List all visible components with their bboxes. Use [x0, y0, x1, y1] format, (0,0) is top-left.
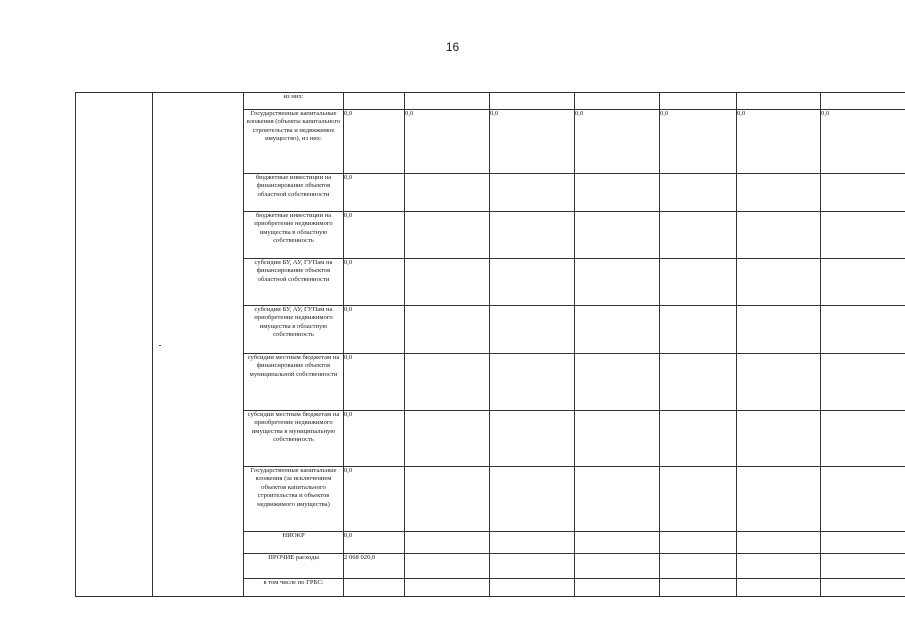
value-cell — [405, 532, 490, 554]
value-cell — [821, 259, 905, 306]
value-cell — [660, 259, 737, 306]
value-cell — [405, 174, 490, 212]
table-row — [76, 93, 905, 110]
value-cell: 0,0 — [821, 110, 905, 174]
row-label: НИОКР — [244, 532, 344, 554]
value-cell: 0,0 — [344, 110, 405, 174]
value-cell — [821, 306, 905, 354]
value-cell — [490, 93, 575, 110]
value-cell — [660, 93, 737, 110]
value-cell — [490, 306, 575, 354]
value-cell — [575, 93, 660, 110]
value-cell — [490, 212, 575, 259]
row-label: Государственные капитальные вложения (за исключением объектов капитального строительства и объектов недвижимого имущества) — [244, 467, 344, 532]
value-cell — [821, 411, 905, 467]
value-cell — [490, 354, 575, 411]
value-cell: 0,0 — [344, 174, 405, 212]
value-cell: 0,0 — [575, 110, 660, 174]
value-cell — [821, 467, 905, 532]
value-cell — [660, 554, 737, 579]
value-cell — [490, 554, 575, 579]
value-cell — [575, 532, 660, 554]
value-cell — [490, 174, 575, 212]
value-cell — [821, 532, 905, 554]
value-cell — [490, 259, 575, 306]
value-cell: 0,0 — [490, 110, 575, 174]
value-cell — [660, 212, 737, 259]
value-cell — [575, 259, 660, 306]
value-cell — [821, 554, 905, 579]
value-cell — [405, 467, 490, 532]
empty-column-2 — [153, 93, 244, 597]
value-cell — [821, 174, 905, 212]
value-cell — [737, 532, 821, 554]
page-number: 16 — [445, 40, 460, 54]
row-label: в том числе по ГРБС: — [244, 579, 344, 597]
scan-speck — [159, 345, 161, 346]
row-label: субсидии БУ, АУ, ГУПам на приобретение недвижимого имущества в областную собственность — [244, 306, 344, 354]
value-cell — [737, 93, 821, 110]
row-label: субсидии БУ, АУ, ГУПам на финансирование объектов областной собственности — [244, 259, 344, 306]
value-cell: 0,0 — [344, 532, 405, 554]
value-cell — [737, 354, 821, 411]
value-cell — [821, 579, 905, 597]
row-label: Государственные капитальные вложения (объекты капитального строительства и недвижимое имущество), из них: — [244, 110, 344, 174]
value-cell — [821, 93, 905, 110]
value-cell — [575, 579, 660, 597]
value-cell: 0,0 — [344, 467, 405, 532]
value-cell — [821, 354, 905, 411]
value-cell — [660, 467, 737, 532]
value-cell: 0,0 — [737, 110, 821, 174]
value-cell — [405, 554, 490, 579]
value-cell — [490, 579, 575, 597]
value-cell — [575, 174, 660, 212]
value-cell — [405, 354, 490, 411]
row-label: субсидии местным бюджетам на приобретение недвижимого имущества в муниципальную собственность — [244, 411, 344, 467]
value-cell — [490, 411, 575, 467]
value-cell: 0,0 — [344, 212, 405, 259]
value-cell — [660, 174, 737, 212]
value-cell — [405, 306, 490, 354]
value-cell: 0,0 — [660, 110, 737, 174]
value-cell — [575, 354, 660, 411]
value-cell — [737, 212, 821, 259]
value-cell — [575, 467, 660, 532]
value-cell: 0,0 — [344, 259, 405, 306]
row-label: ПРОЧИЕ расходы — [244, 554, 344, 579]
value-cell: 2 068 020,0 — [344, 554, 405, 579]
empty-column-1 — [76, 93, 153, 597]
row-label: бюджетные инвестиции на финансирование объектов областной собственности — [244, 174, 344, 212]
value-cell — [660, 354, 737, 411]
value-cell — [737, 411, 821, 467]
value-cell: 0,0 — [344, 354, 405, 411]
value-cell — [575, 554, 660, 579]
value-cell — [660, 532, 737, 554]
value-cell — [575, 411, 660, 467]
value-cell — [737, 467, 821, 532]
row-label: из них: — [244, 93, 344, 110]
value-cell — [737, 579, 821, 597]
row-label: бюджетные инвестиции на приобретение недвижимого имущества в областную собственность — [244, 212, 344, 259]
budget-table — [75, 92, 905, 597]
value-cell — [737, 259, 821, 306]
value-cell — [737, 174, 821, 212]
value-cell — [821, 212, 905, 259]
value-cell — [405, 411, 490, 467]
value-cell — [344, 93, 405, 110]
value-cell — [405, 579, 490, 597]
value-cell — [660, 579, 737, 597]
value-cell — [737, 306, 821, 354]
value-cell — [660, 411, 737, 467]
value-cell: 0,0 — [344, 411, 405, 467]
value-cell — [575, 212, 660, 259]
row-label: субсидии местным бюджетам на финансирование объектов муниципальной собственности — [244, 354, 344, 411]
value-cell — [405, 259, 490, 306]
value-cell — [405, 212, 490, 259]
value-cell — [490, 467, 575, 532]
value-cell — [737, 554, 821, 579]
value-cell — [575, 306, 660, 354]
value-cell: 0,0 — [405, 110, 490, 174]
value-cell — [660, 306, 737, 354]
value-cell: 0,0 — [344, 306, 405, 354]
value-cell — [490, 532, 575, 554]
value-cell — [344, 579, 405, 597]
value-cell — [405, 93, 490, 110]
